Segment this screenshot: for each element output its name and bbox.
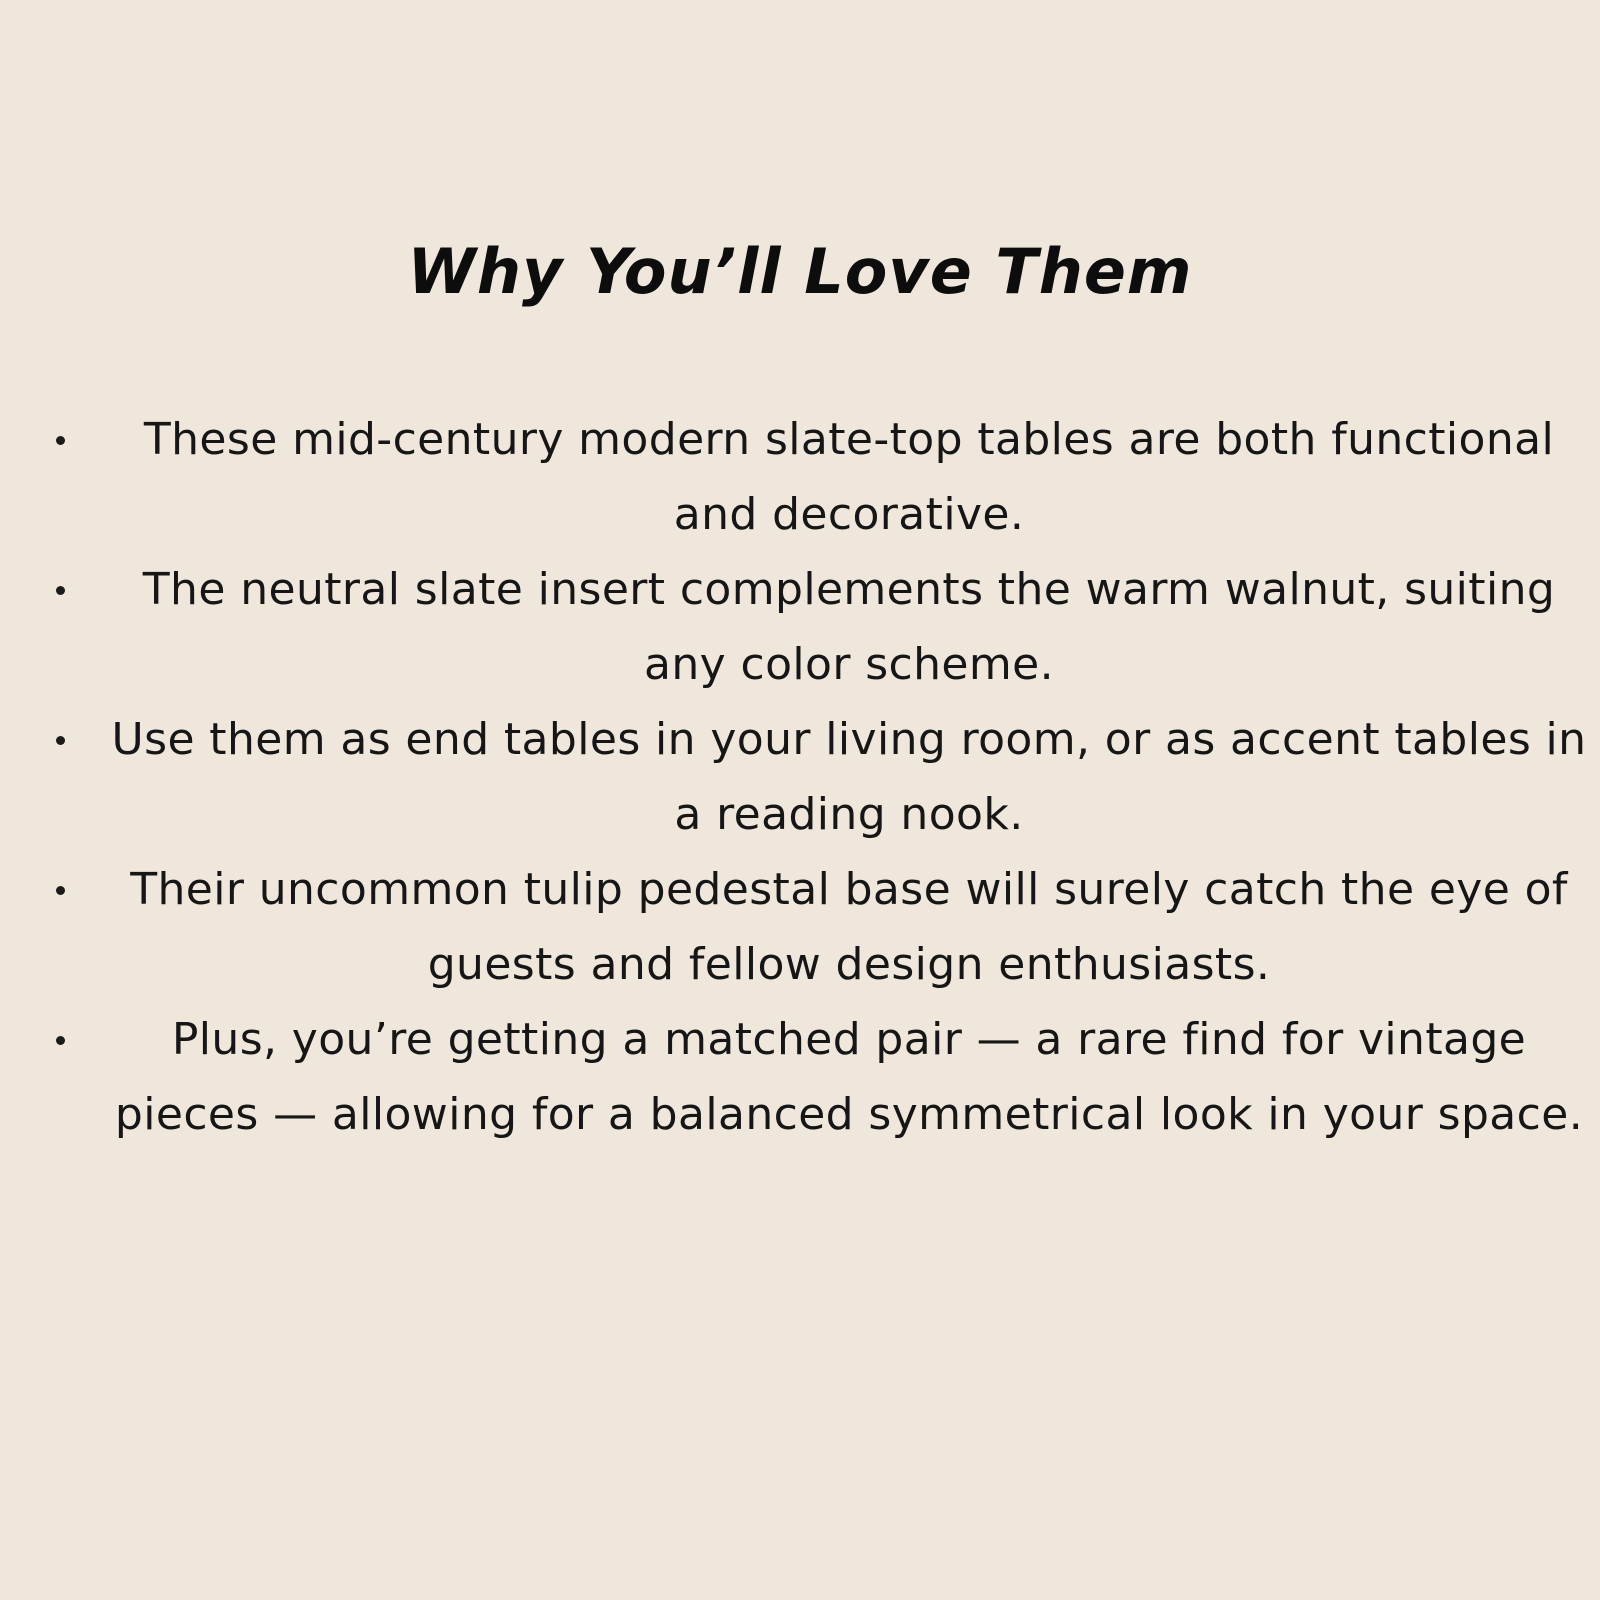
list-item-text: Plus, you’re getting a matched pair — a rare find for vintage pieces — allowing for a balanced symmetrical look in your space.: [114, 1014, 1584, 1140]
list-item: [56, 1002, 1600, 1152]
list-item-text: The neutral slate insert complements the warm walnut, suiting any color scheme.: [142, 564, 1556, 690]
list-item-text: Use them as end tables in your living room, or as accent tables in a reading nook.: [111, 714, 1587, 840]
feature-list: [56, 402, 1600, 1152]
bullet-icon: [56, 586, 65, 595]
bullet-icon: [56, 886, 65, 895]
bullet-icon: [56, 1036, 65, 1045]
page-title: Why You’ll Love Them: [407, 235, 1193, 308]
list-item: [56, 702, 1600, 852]
list-item: [56, 402, 1600, 552]
list-item-text: Their uncommon tulip pedestal base will surely catch the eye of guests and fellow design enthusiasts.: [130, 864, 1568, 990]
bullet-icon: [56, 736, 65, 745]
list-item: [56, 552, 1600, 702]
bullet-icon: [56, 436, 65, 445]
list-item: [56, 852, 1600, 1002]
list-item-text: These mid-century modern slate-top tables are both functional and decorative.: [143, 414, 1555, 540]
